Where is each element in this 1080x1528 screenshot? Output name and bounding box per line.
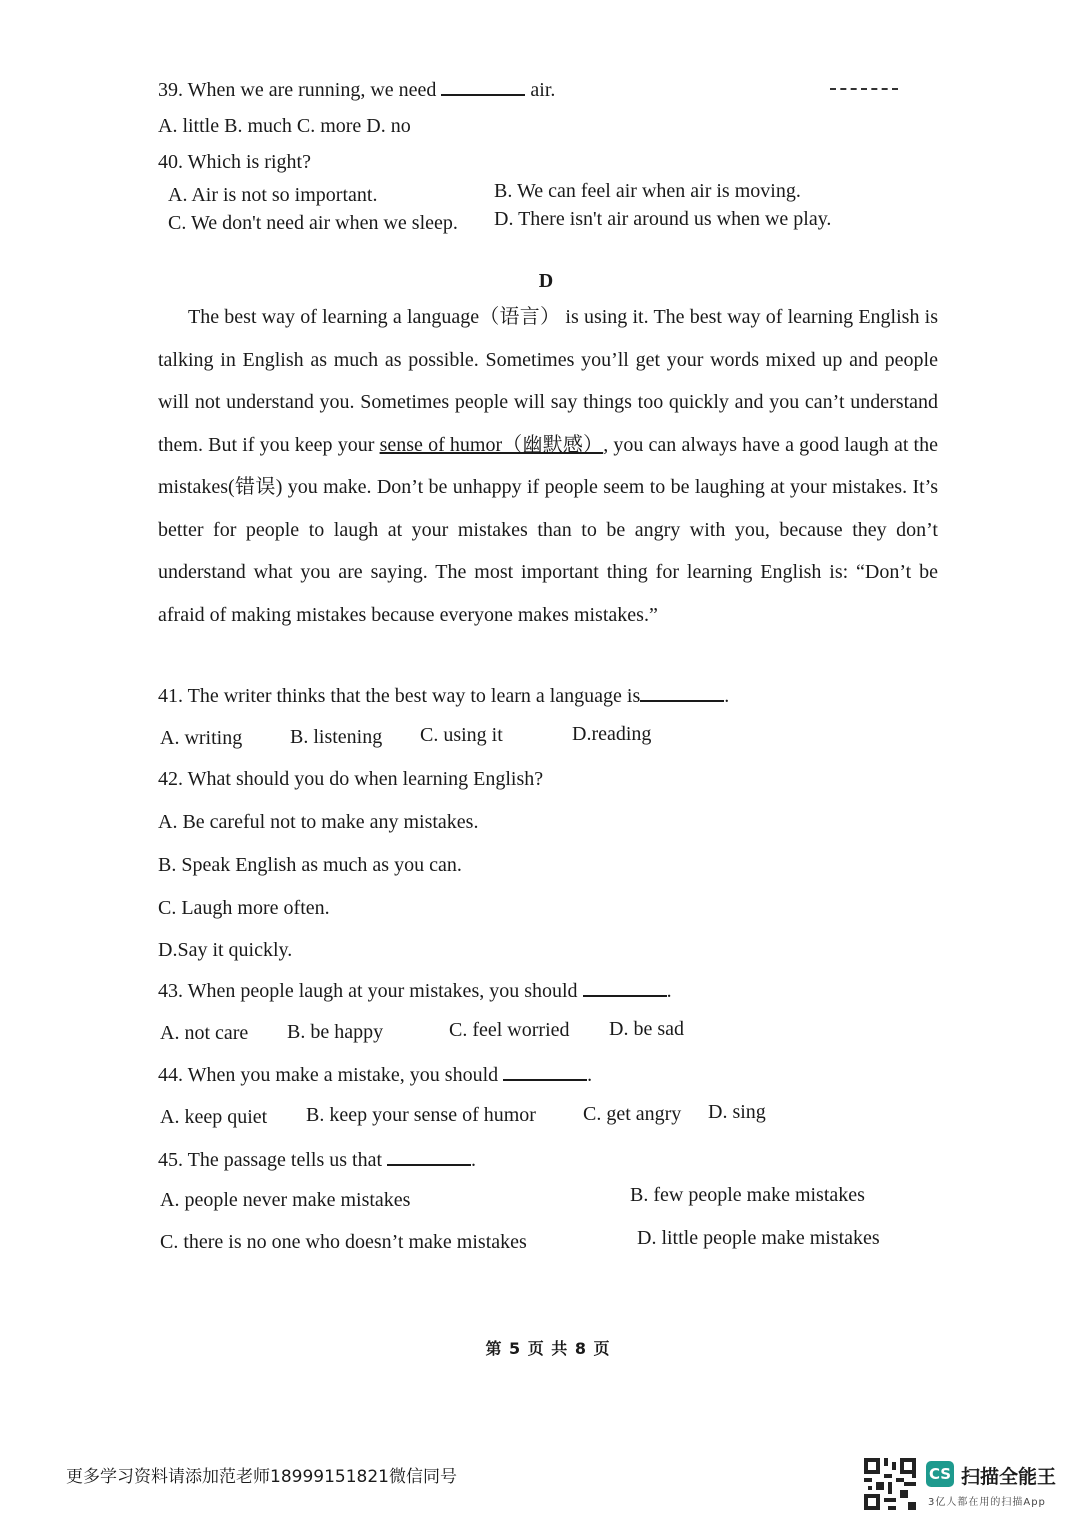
q45-stem: 45. The passage tells us that	[158, 1149, 383, 1171]
q44-period: .	[587, 1064, 593, 1086]
q42-option-b: B. Speak English as much as you can.	[158, 854, 462, 876]
question-42: 42. What should you do when learning English?	[158, 768, 544, 790]
app-tagline: 3亿人都在用的扫描App	[928, 1497, 1046, 1508]
q42-option-a: A. Be careful not to make any mistakes.	[158, 811, 479, 833]
qr-code-icon	[864, 1458, 916, 1510]
question-43	[158, 979, 672, 1003]
q40-option-b: B. We can feel air when air is moving.	[494, 180, 801, 202]
app-name: 扫描全能王	[961, 1466, 1057, 1488]
q42-option-c: C. Laugh more often.	[158, 897, 330, 919]
passage-text-1: The best way of learning a language（语言） is using it. The best way of learning English is talking in English as much as possible. Sometimes you’ll get your words mixed up and people will not understand you. Sometimes people will say things too quickly and you can’t understand them. But if you keep your	[158, 306, 938, 456]
camscanner-logo-icon: CS	[926, 1461, 954, 1487]
reading-passage	[158, 296, 938, 636]
q39-stem: 39. When we are running, we need	[158, 79, 437, 101]
q43-option-b: B. be happy	[287, 1021, 384, 1043]
q41-option-d: D.reading	[572, 723, 652, 745]
q44-stem: 44. When you make a mistake, you should	[158, 1064, 499, 1086]
passage-text-2: , you can always have a good laugh at the mistakes(错误) you make. Don’t be unhappy if people seem to be laughing at your mistakes. It’s better for people to laugh at your mistakes than to be angry with you, because they don’t understand what you are saying. The most important thing for learning English is: “Don’t be afraid of making mistakes because everyone makes mistakes.”	[158, 433, 938, 626]
q43-period: .	[666, 980, 672, 1002]
question-40: 40. Which is right?	[158, 151, 311, 173]
scan-dash-mark	[830, 88, 898, 90]
q44-option-d: D. sing	[708, 1101, 766, 1123]
q43-stem: 43. When people laugh at your mistakes, you should	[158, 980, 578, 1002]
q43-option-d: D. be sad	[609, 1018, 684, 1040]
q44-option-a: A. keep quiet	[160, 1106, 268, 1128]
answer-blank	[387, 1162, 471, 1166]
q41-option-a: A. writing	[160, 727, 243, 749]
q45-option-b: B. few people make mistakes	[630, 1184, 865, 1206]
question-45	[158, 1148, 476, 1172]
answer-blank	[640, 698, 724, 702]
page-number: 第 5 页 共 8 页	[485, 1339, 611, 1358]
passage-underlined-phrase: sense of humor（幽默感）	[379, 433, 604, 456]
q42-option-d: D.Say it quickly.	[158, 939, 293, 961]
q39-stem-end: air.	[530, 79, 556, 101]
q41-stem: 41. The writer thinks that the best way to learn a language is	[158, 685, 641, 707]
q44-option-c: C. get angry	[583, 1103, 682, 1125]
q40-option-d: D. There isn't air around us when we play.	[494, 208, 832, 230]
q41-period: .	[724, 685, 730, 707]
q41-option-b: B. listening	[290, 726, 383, 748]
question-41	[158, 684, 729, 708]
answer-blank	[441, 92, 525, 96]
q43-option-a: A. not care	[160, 1022, 249, 1044]
q45-option-c: C. there is no one who doesn’t make mistakes	[160, 1231, 527, 1253]
question-39	[158, 78, 555, 102]
q45-option-a: A. people never make mistakes	[160, 1189, 411, 1211]
q45-option-d: D. little people make mistakes	[637, 1227, 880, 1249]
section-heading: D	[538, 270, 554, 292]
q45-period: .	[471, 1149, 477, 1171]
q40-option-a: A. Air is not so important.	[168, 184, 378, 206]
q39-options: A. little B. much C. more D. no	[158, 115, 411, 137]
question-44	[158, 1063, 592, 1087]
q41-option-c: C. using it	[420, 724, 503, 746]
answer-blank	[583, 993, 667, 997]
q44-option-b: B. keep your sense of humor	[306, 1104, 536, 1126]
q40-option-c: C. We don't need air when we sleep.	[168, 212, 458, 234]
q43-option-c: C. feel worried	[449, 1019, 570, 1041]
watermark-note: 更多学习资料请添加范老师18999151821微信同号	[66, 1467, 457, 1487]
answer-blank	[503, 1077, 587, 1081]
